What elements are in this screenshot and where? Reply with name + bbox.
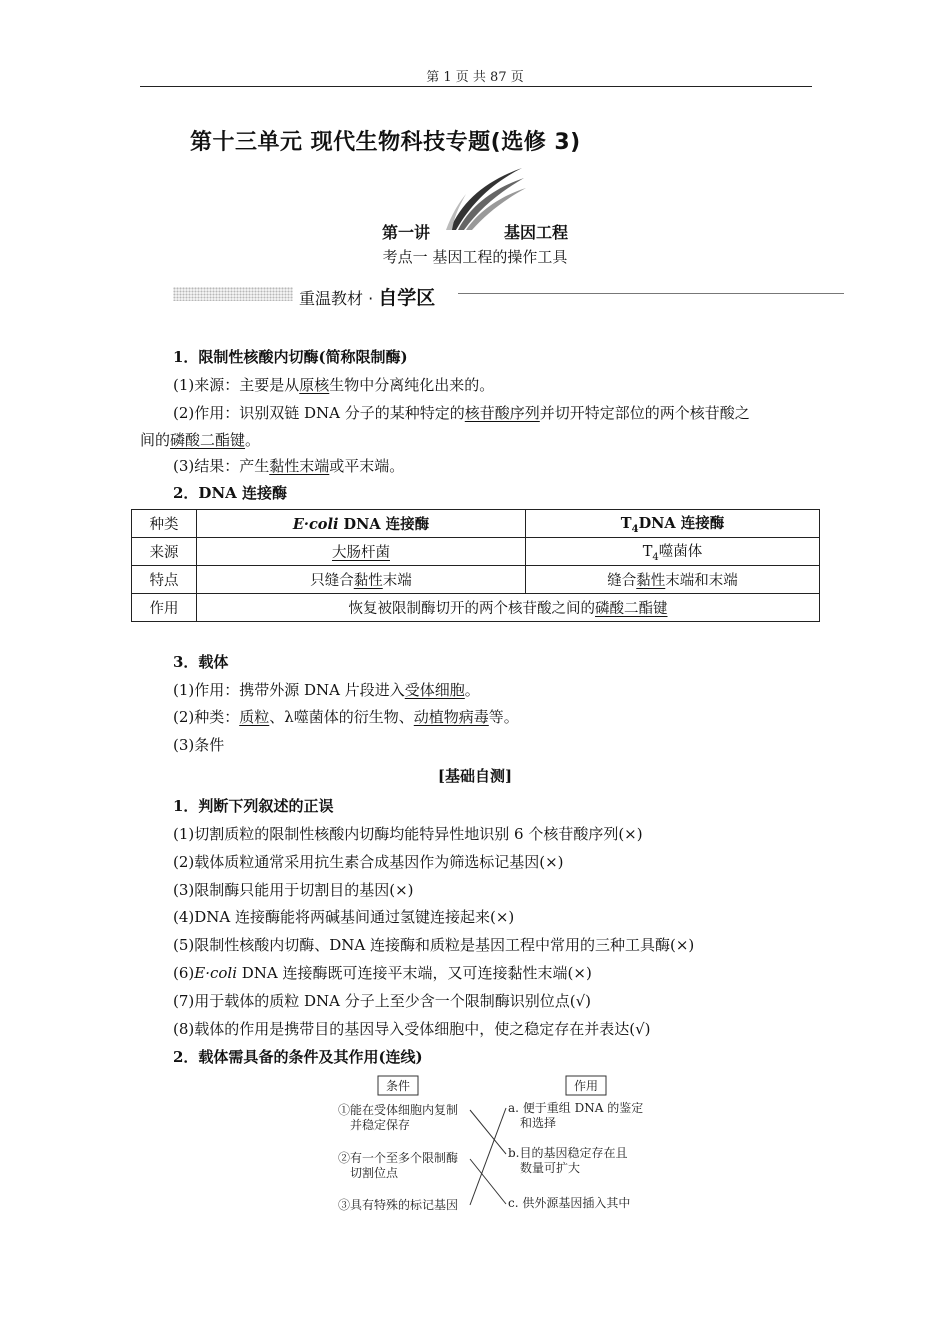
self-test-tag: [基础自测] <box>437 767 513 785</box>
condition-2-line2: 切割位点 <box>350 1166 399 1180</box>
topic-title: 考点一 基因工程的操作工具 <box>382 248 568 266</box>
matching-diagram <box>330 1073 660 1223</box>
section1-function: (2)作用：识别双链 DNA 分子的某种特定的核苷酸序列并切开特定部位的两个核苷酸之 <box>173 404 750 422</box>
table-header-cell: $T_4DNA$ 连接酶 <box>526 510 820 538</box>
effect-b-line2: 数量可扩大 <box>520 1161 581 1175</box>
table-row <box>132 510 820 538</box>
unit-title: 第十三单元 现代生物科技专题(选修 3) <box>190 130 581 155</box>
section3-types: (2)种类：质粒、λ噬菌体的衍生物、动植物病毒等。 <box>173 708 519 726</box>
match-line-3-a <box>470 1108 506 1205</box>
effect-c-line1: c. 供外源基因插入其中 <box>508 1196 631 1210</box>
table-cell: $T_4$噬菌体 <box>526 538 820 566</box>
condition-1-line1: ①能在受体细胞内复制 <box>338 1103 459 1117</box>
table-cell: 缝合黏性末端和末端 <box>526 566 820 594</box>
list-item: (1)切割质粒的限制性核酸内切酶均能特异性地识别 6 个核苷酸序列(×) <box>173 825 643 843</box>
table-cell: 大肠杆菌 <box>197 538 526 566</box>
table-cell: 特点 <box>132 566 197 594</box>
section1-title: 1．限制性核酸内切酶(简称限制酶) <box>173 348 408 366</box>
condition-3-line1: ③具有特殊的标记基因 <box>338 1198 459 1212</box>
diagram-right-header: 作用 <box>573 1079 599 1093</box>
section3-conditions: (3)条件 <box>173 736 225 754</box>
list-item: (6)E·coli DNA 连接酶既可连接平末端，又可连接黏性末端(×) <box>173 964 592 982</box>
table-header-cell: E·coli DNA 连接酶 <box>197 510 526 538</box>
banner-rule <box>458 293 844 294</box>
section2-title: 2．DNA 连接酶 <box>173 484 288 502</box>
table-cell: 来源 <box>132 538 197 566</box>
condition-1-line2: 并稳定保存 <box>350 1118 411 1132</box>
condition-2-line1: ②有一个至多个限制酶 <box>338 1151 459 1165</box>
diagram-left-header: 条件 <box>385 1079 411 1093</box>
lecture-name: 基因工程 <box>504 223 569 242</box>
effect-a-line1: a. 便于重组 DNA 的鉴定 <box>508 1101 644 1115</box>
lecture-number: 第一讲 <box>381 223 430 242</box>
table-row <box>132 538 820 566</box>
page-header: 第 1 页 共 87 页 <box>426 70 524 85</box>
list-item: (7)用于载体的质粒 DNA 分子上至少含一个限制酶识别位点(√) <box>173 992 592 1010</box>
effect-a-line2: 和选择 <box>520 1116 557 1130</box>
list-item: (3)限制酶只能用于切割目的基因(×) <box>173 881 414 899</box>
list-item: (4)DNA 连接酶能将两碱基间通过氢键连接起来(×) <box>173 908 515 926</box>
q2-title: 2．载体需具备的条件及其作用(连线) <box>173 1048 423 1066</box>
match-line-2-c <box>470 1159 506 1204</box>
table-cell: 恢复被限制酶切开的两个核苷酸之间的磷酸二酯键 <box>197 594 820 622</box>
table-row <box>132 566 820 594</box>
effect-b-line1: b.目的基因稳定存在且 <box>508 1146 628 1160</box>
match-line-1-b <box>470 1110 506 1154</box>
section3-title: 3．载体 <box>173 653 229 671</box>
banner-label: 重温教材 · <box>299 289 379 308</box>
list-item: (8)载体的作用是携带目的基因导入受体细胞中，使之稳定存在并表达(√) <box>173 1020 651 1038</box>
lecture-title <box>0 220 950 243</box>
section1-function-cont: 间的磷酸二酯键。 <box>140 431 261 449</box>
list-item: (2)载体质粒通常采用抗生素合成基因作为筛选标记基因(×) <box>173 853 564 871</box>
table-cell: 作用 <box>132 594 197 622</box>
header-rule <box>140 86 812 87</box>
list-item: (5)限制性核酸内切酶、DNA 连接酶和质粒是基因工程中常用的三种工具酶(×) <box>173 936 695 954</box>
section3-function: (1)作用：携带外源 DNA 片段进入受体细胞。 <box>173 681 480 699</box>
section-banner <box>299 283 435 310</box>
banner-highlight: 自学区 <box>378 287 436 309</box>
section1-result: (3)结果：产生黏性末端或平末端。 <box>173 457 405 475</box>
table-cell: 只缝合黏性末端 <box>197 566 526 594</box>
section1-source: (1)来源：主要是从原核生物中分离纯化出来的。 <box>173 376 495 394</box>
banner-dots <box>173 287 293 301</box>
q1-title: 1．判断下列叙述的正误 <box>173 797 334 815</box>
table-row <box>132 594 820 622</box>
dna-ligase-table <box>131 509 820 622</box>
table-header-cell: 种类 <box>132 510 197 538</box>
